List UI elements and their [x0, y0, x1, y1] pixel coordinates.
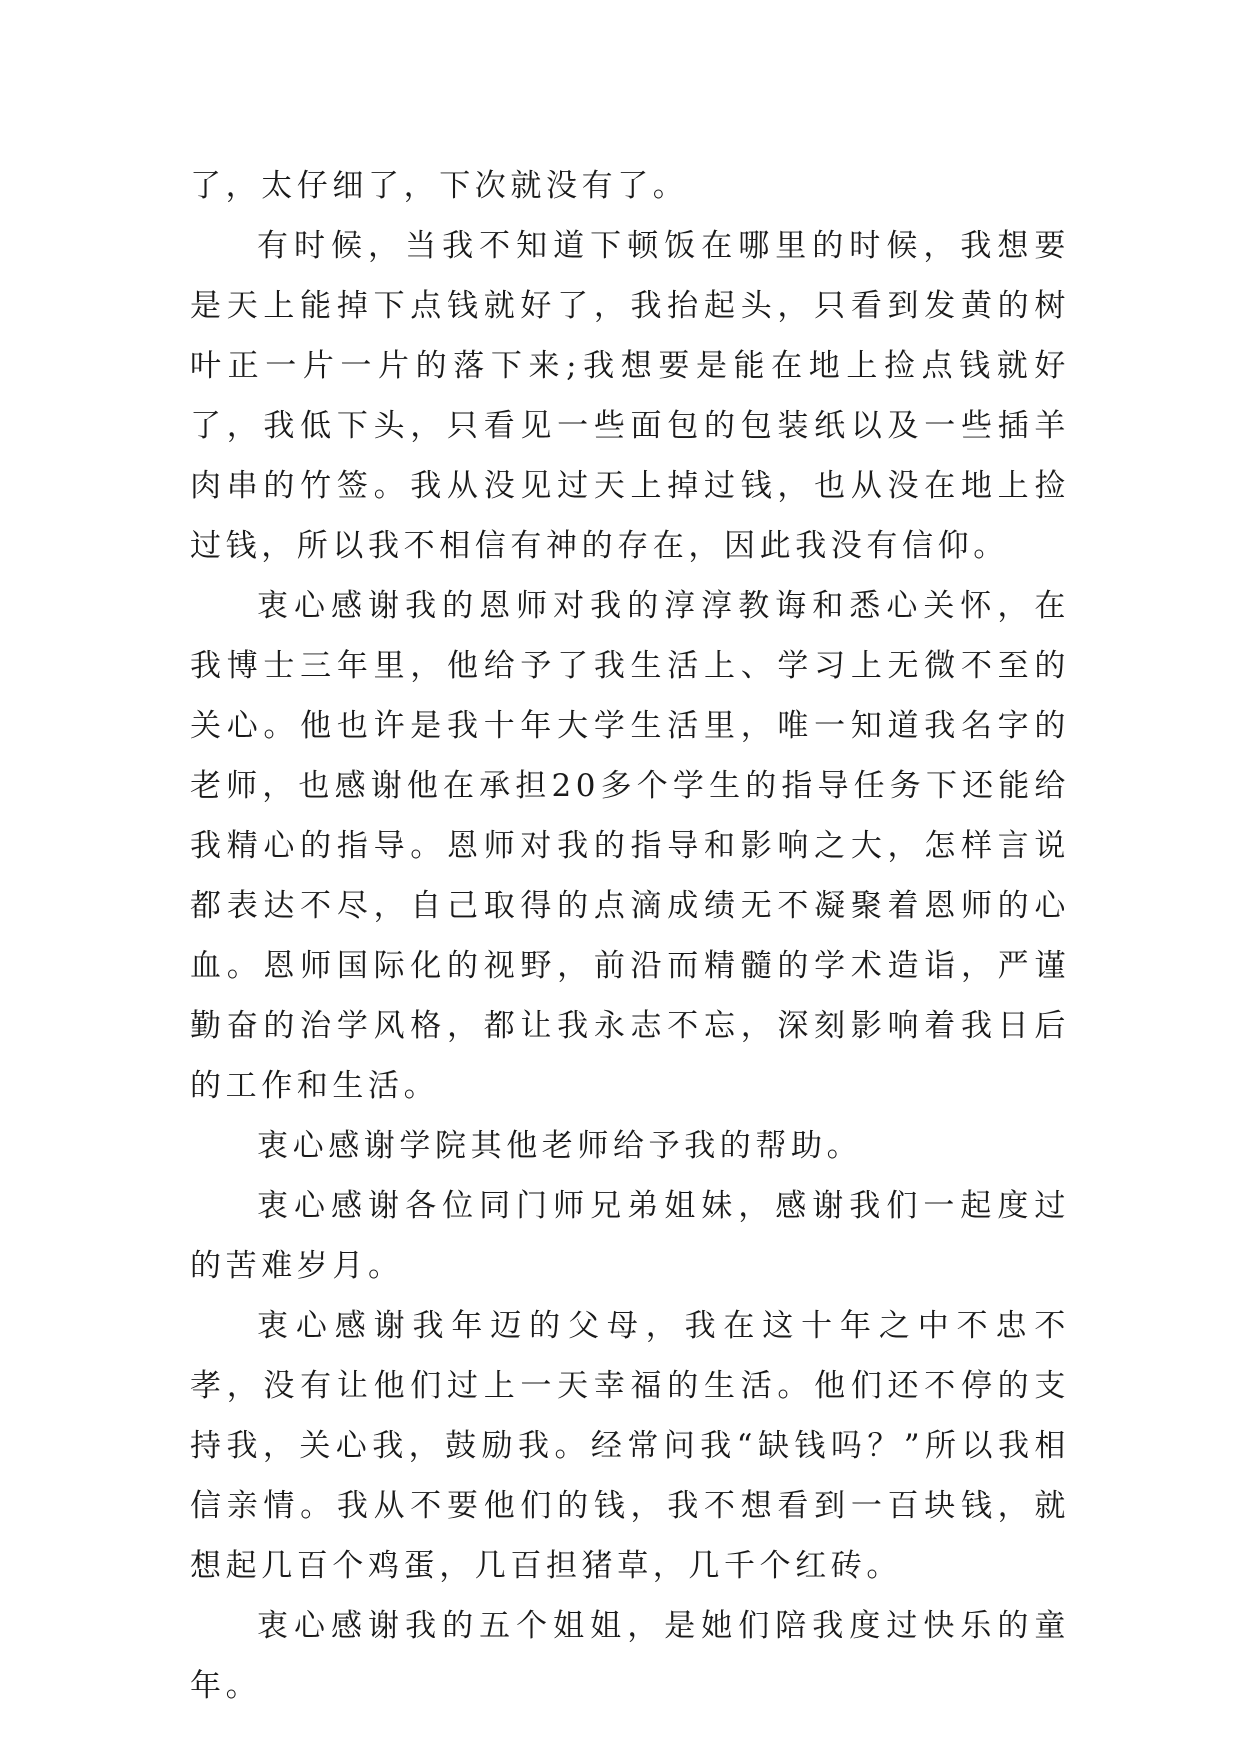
paragraph: 了，太仔细了，下次就没有了。 — [190, 168, 689, 204]
paragraph: 衷心感谢我的恩师对我的淳淳教诲和悉心关怀，在我博士三年里，他给予了我生活上、学习上无微不至的关心。他也许是我十年大学生活里，唯一知道我名字的老师，也感谢他在承担20多个学生的指导任务下还能给我精心的指导。恩师对我的指导和影响之大，怎样言说都表达不尽，自己取得的点滴成绩无不凝聚着恩师的心血。恩师国际化的视野，前沿而精髓的学术造诣，严谨勤奋的治学风格，都让我永志不忘，深刻影响着我日后的工作和生活。 — [190, 588, 1070, 1104]
paragraph: 有时候，当我不知道下顿饭在哪里的时候，我想要是天上能掉下点钱就好了，我抬起头，只看到发黄的树叶正一片一片的落下来;我想要是能在地上捡点钱就好了，我低下头，只看见一些面包的包装纸以及一些插羊肉串的竹签。我从没见过天上掉过钱，也从没在地上捡过钱，所以我不相信有神的存在，因此我没有信仰。 — [190, 228, 1070, 564]
paragraph: 衷心感谢学院其他老师给予我的帮助。 — [257, 1128, 863, 1164]
paragraph: 衷心感谢各位同门师兄弟姐妹，感谢我们一起度过的苦难岁月。 — [190, 1188, 1070, 1284]
document-body — [190, 156, 1070, 1716]
paragraph: 衷心感谢我年迈的父母，我在这十年之中不忠不孝，没有让他们过上一天幸福的生活。他们还不停的支持我，关心我，鼓励我。经常问我“缺钱吗？”所以我相信亲情。我从不要他们的钱，我不想看到一百块钱，就想起几百个鸡蛋，几百担猪草，几千个红砖。 — [190, 1308, 1070, 1584]
paragraph: 衷心感谢我的五个姐姐，是她们陪我度过快乐的童年。 — [190, 1608, 1070, 1704]
